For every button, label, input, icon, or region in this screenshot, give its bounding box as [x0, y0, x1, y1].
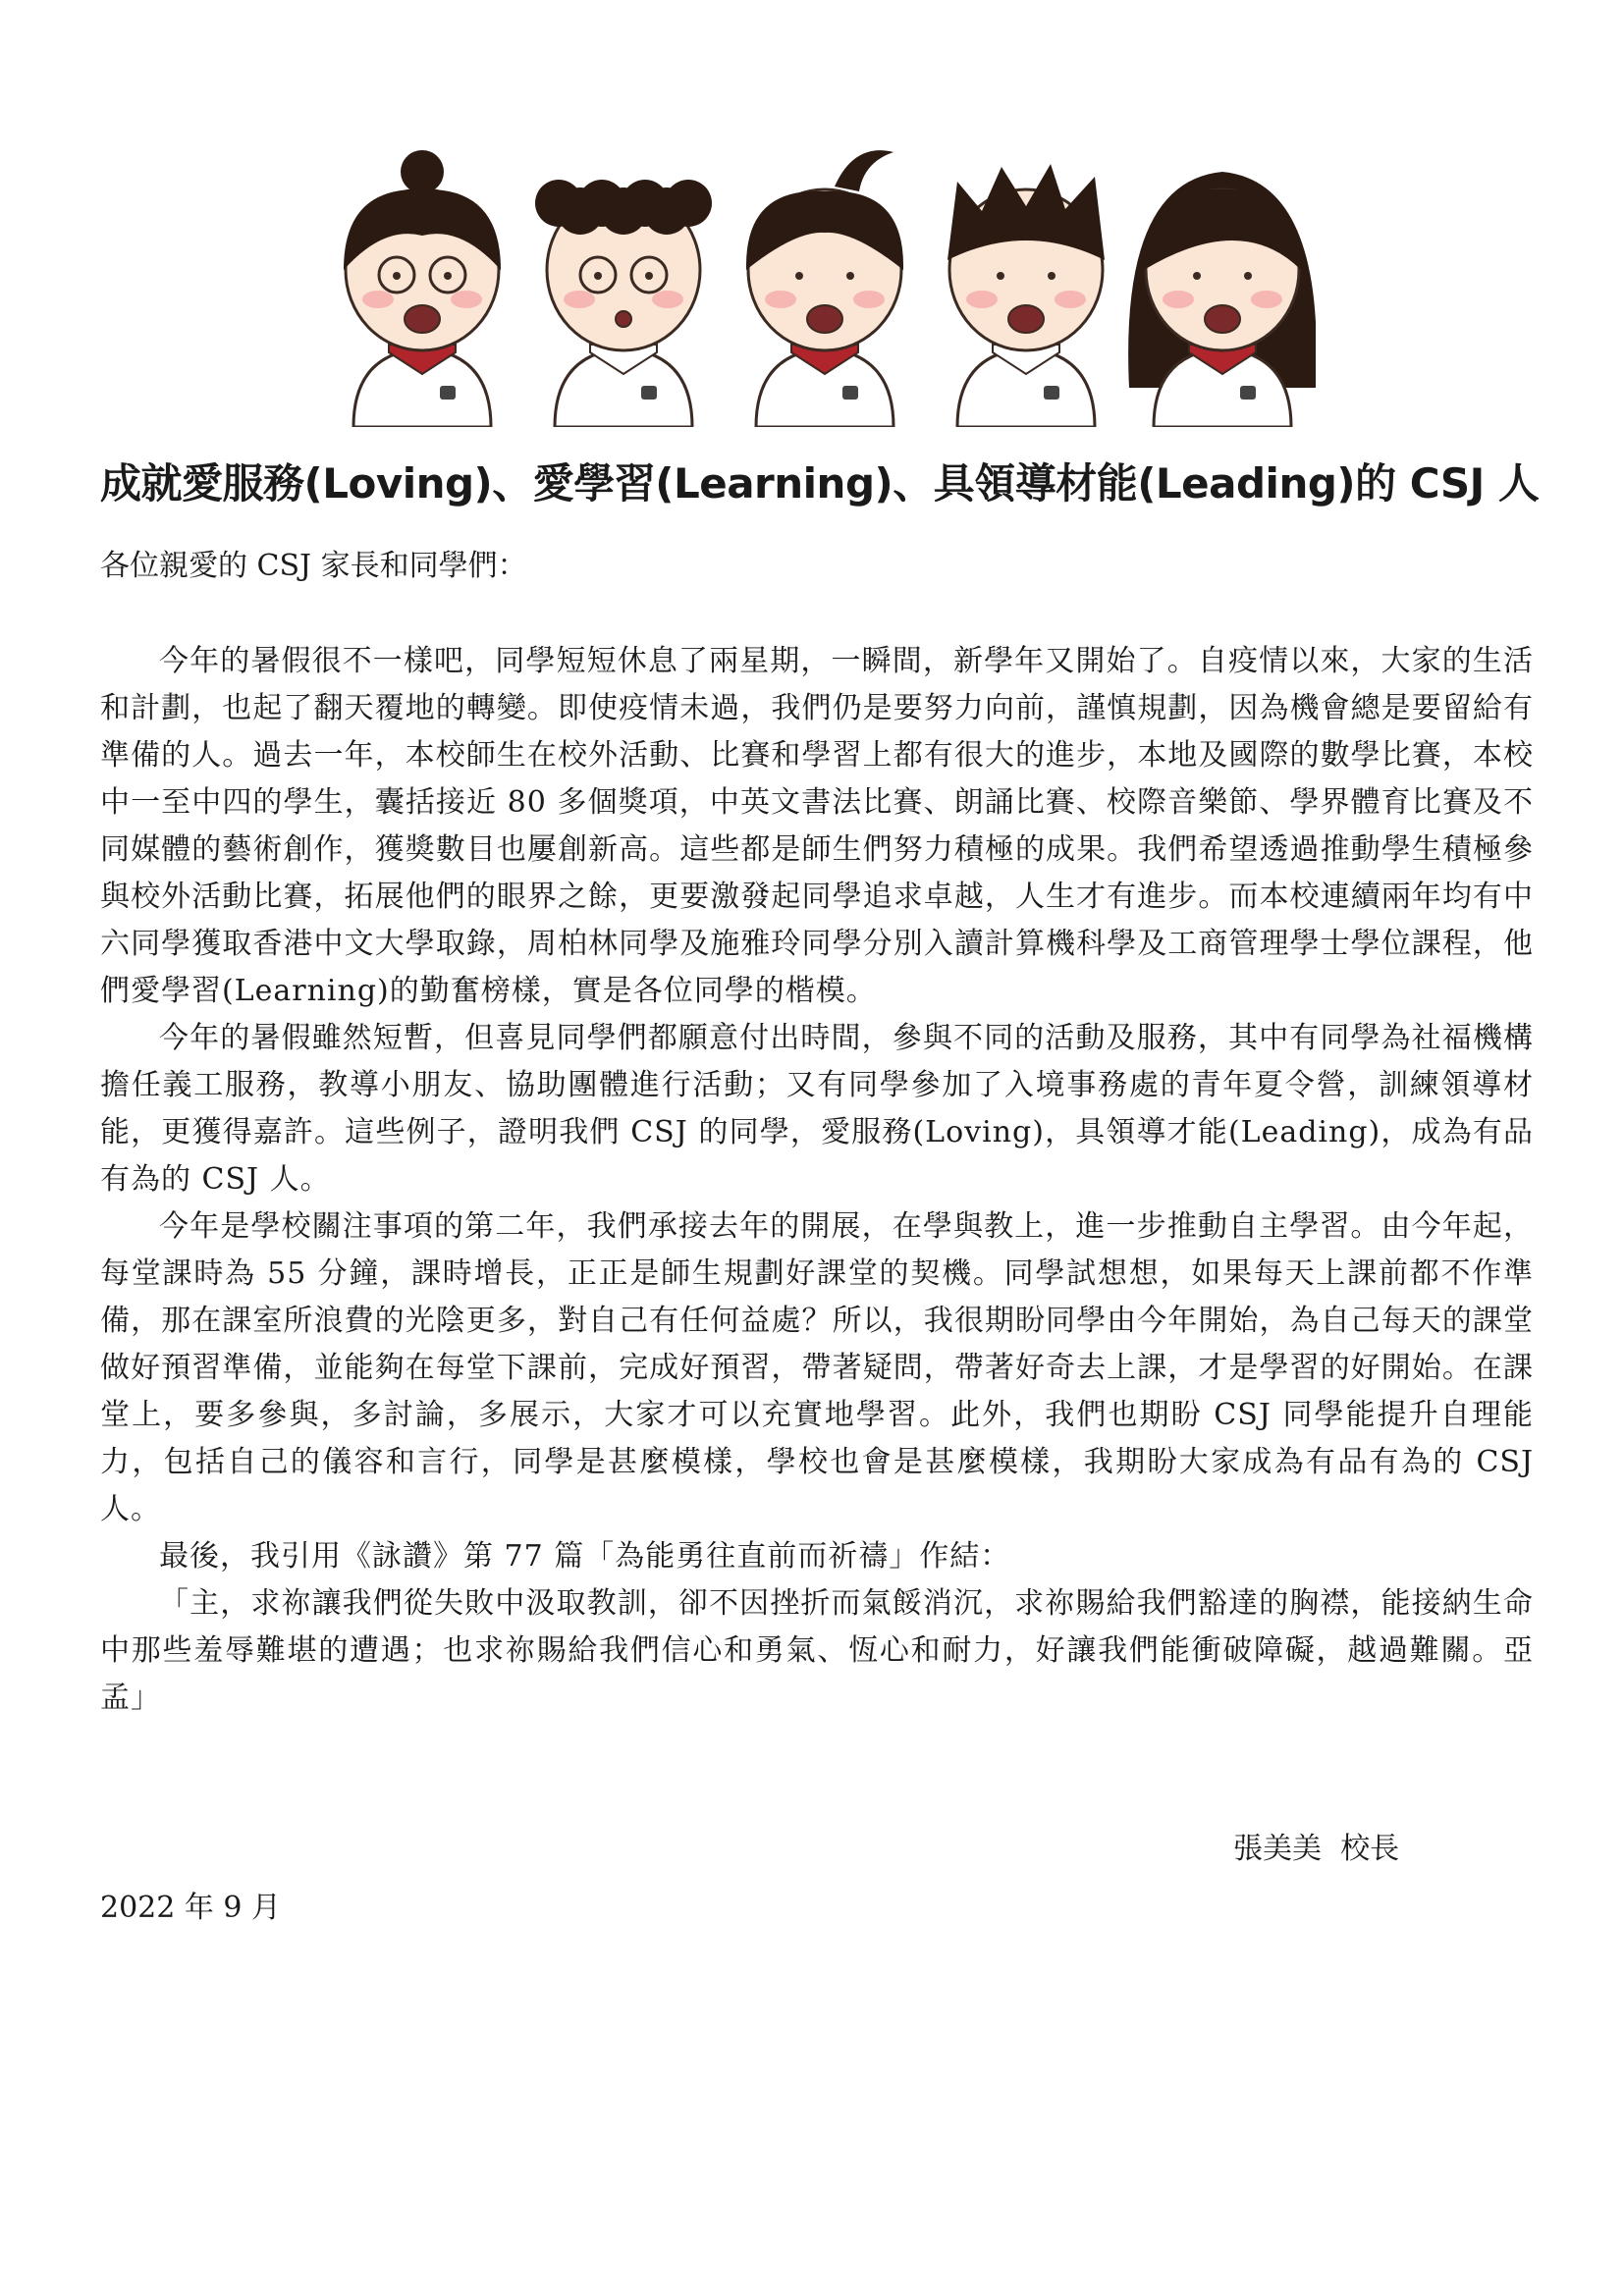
paragraph: 今年的暑假雖然短暫，但喜見同學們都願意付出時間，參與不同的活動及服務，其中有同學為社福機構擔任義工服務，教導小朋友、協助團體進行活動；又有同學參加了入境事務處的青年夏令營，訓練領導材能，更獲得嘉許。這些例子，證明我們 CSJ 的同學，愛服務(Loving)，具領導才能(Leading)，成為有品有為的 CSJ 人。: [100, 1021, 1534, 1197]
letter-date: 2022 年 9 月: [100, 1891, 282, 1925]
paragraph: 最後，我引用《詠讚》第 77 篇「為能勇往直前而祈禱」作結：: [159, 1539, 1011, 1574]
letter-title: 成就愛服務(Loving)、愛學習(Learning)、具領導材能(Leading)的 CSJ 人: [100, 459, 1540, 507]
letter-body: [100, 638, 1534, 1722]
signature: 張美美 校長: [1233, 1832, 1400, 1866]
five-students-illustration: [334, 142, 1316, 427]
salutation: 各位親愛的 CSJ 家長和同學們：: [100, 549, 527, 583]
five-cartoon-students-illustration-icon: [334, 142, 1316, 427]
paragraph: 今年是學校關注事項的第二年，我們承接去年的開展，在學與教上，進一步推動自主學習。由今年起，每堂課時為 55 分鐘，課時增長，正正是師生規劃好課堂的契機。同學試想想，如果每天上課前都不作準備，那在課室所浪費的光陰更多，對自己有任何益處？所以，我很期盼同學由今年開始，為自己每天的課堂做好預習準備，並能夠在每堂下課前，完成好預習，帶著疑問，帶著好奇去上課，才是學習的好開始。在課堂上，要多參與，多討論，多展示，大家才可以充實地學習。此外，我們也期盼 CSJ 同學能提升自理能力，包括自己的儀容和言行，同學是甚麼模樣，學校也會是甚麼模樣，我期盼大家成為有品有為的 CSJ 人。: [100, 1209, 1534, 1526]
paragraph: 今年的暑假很不一樣吧，同學短短休息了兩星期，一瞬間，新學年又開始了。自疫情以來，大家的生活和計劃，也起了翻天覆地的轉變。即使疫情未過，我們仍是要努力向前，謹慎規劃，因為機會總是要留給有準備的人。過去一年，本校師生在校外活動、比賽和學習上都有很大的進步，本地及國際的數學比賽，本校中一至中四的學生，囊括接近 80 多個獎項，中英文書法比賽、朗誦比賽、校際音樂節、學界體育比賽及不同媒體的藝術創作，獲獎數目也屢創新高。這些都是師生們努力積極的成果。我們希望透過推動學生積極參與校外活動比賽，拓展他們的眼界之餘，更要激發起同學追求卓越，人生才有進步。而本校連續兩年均有中六同學獲取香港中文大學取錄，周柏林同學及施雅玲同學分別入讀計算機科學及工商管理學士學位課程，他們愛學習(Learning)的勤奮榜樣，實是各位同學的楷模。: [100, 644, 1534, 1008]
paragraph: 「主，求祢讓我們從失敗中汲取教訓，卻不因挫折而氣餒消沉，求祢賜給我們豁達的胸襟，能接納生命中那些羞辱難堪的遭遇；也求祢賜給我們信心和勇氣、恆心和耐力，好讓我們能衝破障礙，越過難關。亞孟」: [100, 1586, 1534, 1715]
